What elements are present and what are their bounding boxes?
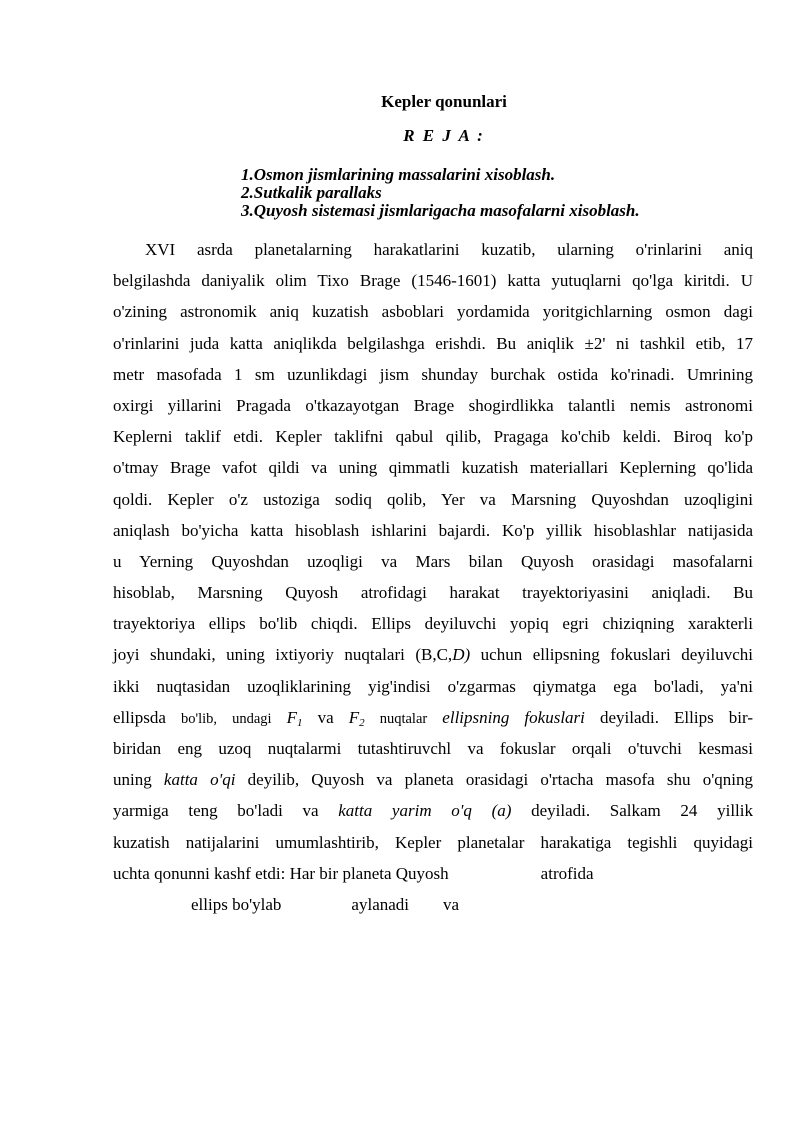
body-line: o'zining astronomik aniq kuzatish asboblari yordamida yoritgichlarning osmon dagi	[113, 302, 753, 322]
text-run: deyiladi. Ellips bir-	[599, 707, 753, 727]
body-line	[113, 702, 753, 733]
plan-item: 2.Sutkalik parallaks	[241, 183, 382, 202]
body-line: aniqlash bo'yicha katta hisoblash ishlarini bajardi. Ko'p yillik hisoblashlar natijasida	[113, 520, 753, 540]
body-line: hisoblab, Marsning Quyosh atrofidagi harakat trayektoriyasini aniqladi. Bu	[113, 583, 753, 603]
body-line	[113, 889, 753, 920]
small-run: undagi	[232, 710, 272, 727]
body-line: qoldi. Kepler o'z ustoziga sodiq qolib, Yer va Marsning Quyoshdan uzoqligini	[113, 489, 753, 509]
focus-f2	[349, 708, 365, 727]
plan-list	[241, 166, 640, 220]
f1-subscript: 1	[297, 716, 303, 729]
text-run: va	[443, 894, 460, 914]
body-line: biridan eng uzoq nuqtalarmi tutashtiruvchl va fokuslar orqali o'tuvchi kesmasi	[113, 739, 753, 758]
body-line: oxirgi yillarini Pragada o'tkazayotgan Brage shogirdlikka talantli nemis astronomi	[113, 395, 753, 415]
text-run: va	[317, 707, 334, 727]
italic-run: (a)	[491, 801, 512, 821]
body-line: kuzatish natijalarini umumlashtirib, Kepler planetalar harakatiga tegishli quyidagi	[113, 832, 753, 852]
body-text	[113, 234, 753, 920]
plan-heading: R E J A :	[403, 126, 485, 145]
body-line	[113, 795, 753, 826]
body-line: ikki nuqtasidan uzoqliklarining yig'indisi o'zgarmas qiymatga ega bo'ladi, ya'ni	[113, 676, 753, 696]
body-line: XVI asrda planetalarning harakatlarini kuzatib, ularning o'rinlarini aniq	[145, 240, 753, 259]
f2-subscript: 2	[359, 716, 365, 729]
text-run: atrofida	[540, 863, 594, 883]
body-line: u Yerning Quyoshdan uzoqligi va Mars bilan Quyosh orasidagi masofalarni	[113, 551, 753, 571]
text-run: joyi shundaki, uning ixtiyoriy nuqtalari (B,C,	[113, 645, 453, 665]
italic-run: ellipsning fokuslari	[442, 707, 585, 727]
italic-run: D)	[452, 645, 471, 665]
focus-f1	[287, 708, 303, 727]
body-line	[113, 764, 753, 795]
plan-item: 3.Quyosh sistemasi jismlarigacha masofalarni xisoblash.	[241, 201, 640, 220]
text-run: ellipsda	[113, 707, 166, 727]
small-run: nuqtalar	[379, 710, 428, 727]
text-run: uning	[113, 770, 164, 790]
body-line: Keplerni taklif etdi. Kepler taklifni qabul qilib, Pragaga ko'chib keldi. Biroq ko'p	[113, 427, 753, 447]
small-run: bo'lib,	[180, 710, 218, 727]
italic-run: katta o'qi	[163, 770, 236, 790]
body-line: o'rinlarini juda katta aniqlikda belgilashga erishdi. Bu aniqlik ±2' ni tashkil etib, 17	[113, 333, 753, 353]
body-line: o'tmay Brage vafot qildi va uning qimmatli kuzatish materiallari Keplerning qo'lida	[113, 458, 753, 478]
body-line: trayektoriya ellips bo'lib chiqdi. Ellips deyiluvchi yopiq egri chiziqning xarakterli	[113, 614, 753, 634]
f1-letter: F	[286, 707, 298, 727]
italic-run: katta yarim o'q	[338, 801, 472, 821]
text-run: deyilib, Quyosh va planeta orasidagi o'rtacha masofa shu o'qning	[235, 770, 753, 790]
document-title: Kepler qonunlari	[381, 92, 507, 111]
text-run: uchun ellipsning fokuslari deyiluvchi	[470, 645, 753, 665]
text-run: ellips bo'ylab	[191, 894, 282, 914]
text-run: deyiladi. Salkam 24 yillik	[531, 801, 753, 821]
f2-letter: F	[348, 707, 360, 727]
body-line	[113, 639, 753, 670]
body-line: belgilashda daniyalik olim Tixo Brage (1546-1601) katta yutuqlarni qo'lga kiritdi. U	[113, 271, 753, 291]
plan-item: 1.Osmon jismlarining massalarini xisoblash.	[241, 165, 556, 184]
body-line	[113, 858, 753, 889]
text-run: aylanadi	[351, 894, 410, 914]
text-run: uchta qonunni kashf etdi: Har bir planeta Quyosh	[113, 863, 449, 883]
text-run: yarmiga teng bo'ladi va	[113, 801, 339, 821]
body-line: metr masofada 1 sm uzunlikdagi jism shunday burchak ostida ko'rinadi. Umrining	[113, 364, 753, 384]
